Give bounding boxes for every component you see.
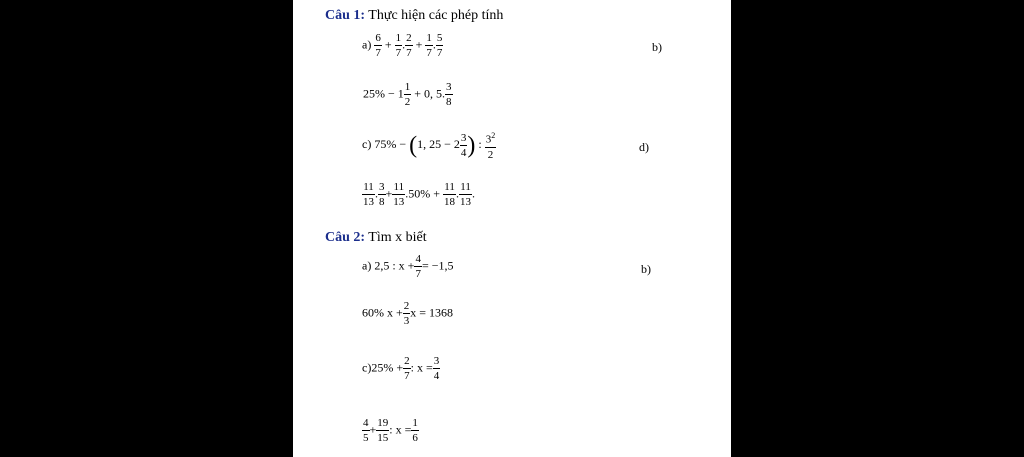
fraction: $\frac{4}{5}$ — [363, 417, 369, 444]
fraction: $\frac{3}{8}$ — [446, 81, 452, 108]
q1-part-c: c) 75% − (1, 25 − 2 $\frac{3}{4}$ ) : $\frac{3^2}{2}$ — [362, 131, 496, 161]
question-2-title — [325, 230, 427, 246]
fraction: $\frac{11}{13}$ — [460, 181, 472, 208]
q1-part-a: a) $\frac{6}{7}$ + $\frac{1}{7}$ . $\frac{2}{7}$ + $\frac{1}{7}$ . $\frac{5}{7}$ — [362, 32, 443, 59]
part-d-label: d) — [639, 140, 649, 154]
question-2-text: Tìm x biết — [365, 230, 427, 245]
fraction: $\frac{2}{3}$ — [403, 300, 410, 327]
fraction: $\frac{3}{4}$ — [433, 355, 440, 382]
fraction: $\frac{1}{2}$ — [404, 81, 411, 108]
fraction: $\frac{1}{6}$ — [412, 417, 418, 444]
fraction: $\frac{5}{7}$ — [436, 32, 443, 59]
fraction: $\frac{1}{7}$ — [426, 32, 432, 59]
part-a-label: a) — [362, 258, 372, 273]
fraction: $\frac{4}{7}$ — [415, 253, 421, 280]
part-b-label: b) — [652, 40, 662, 54]
q2-part-c: c)25% + $\frac{2}{7}$ : x = $\frac{3}{4}$ — [362, 355, 440, 382]
fraction: $\frac{19}{15}$ — [377, 417, 389, 444]
part-b-label: b) — [641, 262, 651, 276]
fraction: $\frac{3^2}{2}$ — [485, 131, 496, 161]
question-1-title — [325, 8, 503, 24]
q2-part-b: 60% x + $\frac{2}{3}$ x = 1368 — [362, 300, 454, 327]
document-page — [293, 0, 731, 457]
question-2-label: Câu 2: — [325, 230, 366, 245]
fraction: $\frac{6}{7}$ — [375, 32, 381, 59]
part-c-label: c) — [362, 137, 372, 152]
question-1-text: Thực hiện các phép tính — [365, 8, 504, 23]
fraction: $\frac{2}{7}$ — [404, 355, 410, 382]
fraction: $\frac{2}{7}$ — [406, 32, 412, 59]
fraction: $\frac{1}{7}$ — [395, 32, 402, 59]
fraction: $\frac{11}{13}$ — [363, 181, 374, 208]
question-1-label: Câu 1: — [325, 8, 366, 23]
q2-part-d: $\frac{4}{5}$ + $\frac{19}{15}$ : x = $\frac{1}{6}$ — [363, 417, 418, 444]
fraction: $\frac{3}{8}$ — [379, 181, 385, 208]
q1-part-d: $\frac{11}{13}$ . $\frac{3}{8}$ + $\frac{11}{13}$ .50% + $\frac{11}{18}$ . $\frac{11}{13}$ . — [363, 181, 476, 208]
fraction: $\frac{11}{18}$ — [444, 181, 456, 208]
part-a-label: a) — [362, 37, 372, 52]
q2-part-a: a) 2,5 : x + $\frac{4}{7}$ = −1,5 — [362, 253, 454, 280]
q1-part-b: 25% − 1 $\frac{1}{2}$ + 0, 5. $\frac{3}{8}$ — [363, 81, 452, 108]
fraction: $\frac{3}{4}$ — [460, 131, 467, 159]
fraction: $\frac{11}{13}$ — [393, 181, 405, 208]
